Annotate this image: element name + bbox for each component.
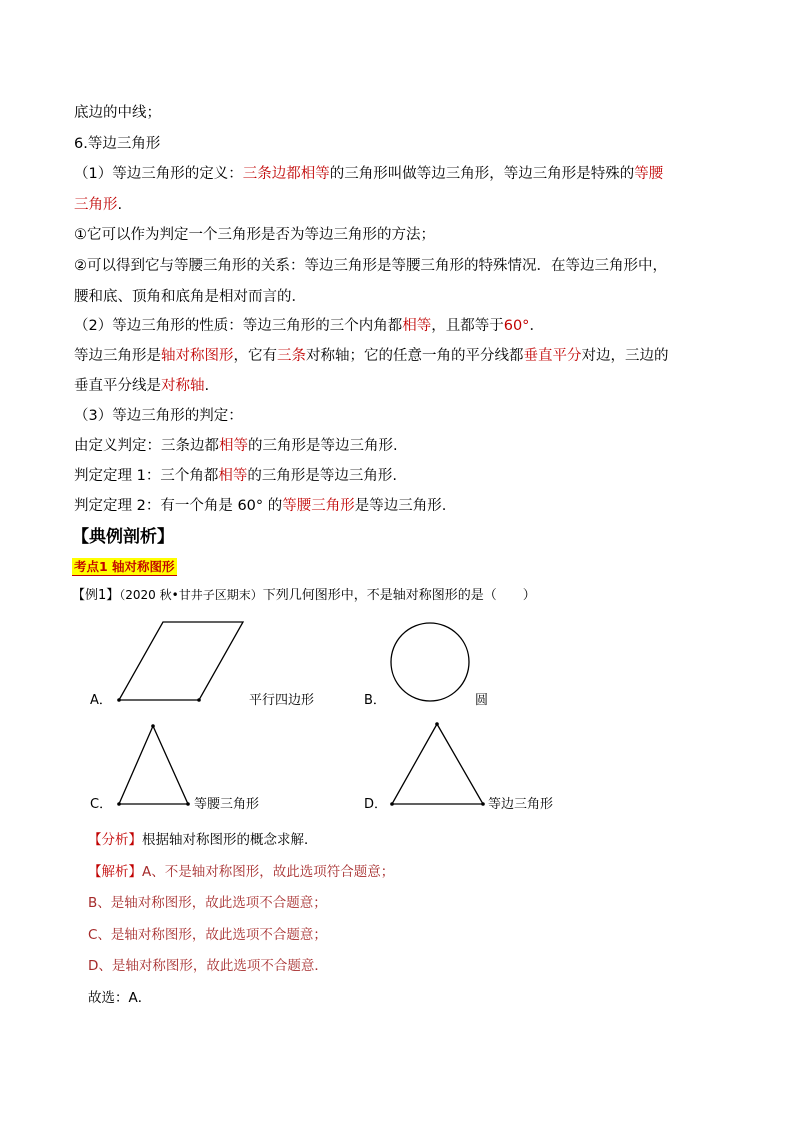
vertex-dot [197,698,201,702]
solution-line: 【解析】A、不是轴对称图形，故此选项符合题意； [88,864,395,880]
parallelogram-shape [119,622,243,700]
definition-line-cont: 三角形. [74,197,123,213]
solution-line: C、是轴对称图形，故此选项不合题意； [88,927,327,943]
analysis-line: 【分析】根据轴对称图形的概念求解． [88,832,318,848]
answer-line: 故选：A． [88,990,152,1006]
text-line: ①它可以作为判定一个三角形是否为等边三角形的方法； [74,227,435,243]
equilateral-triangle-shape [392,724,483,804]
judgement-line: 判定定理 2：有一个角是 60° 的等腰三角形是等边三角形. [74,498,447,514]
vertex-dot [390,802,394,806]
topic-badge: 考点1 轴对称图形 [74,559,175,574]
judgement-line: 判定定理 1：三个角都相等的三角形是等边三角形. [74,468,397,484]
solution-line: D、是轴对称图形，故此选项不合题意． [88,958,328,974]
property-line: 等边三角形是轴对称图形，它有三条对称轴；它的任意一角的平分线都垂直平分对边，三边的 [74,348,669,364]
section-title: 【典例剖析】 [72,527,174,547]
vertex-dot [481,802,485,806]
section-heading-equilateral: 6.等边三角形 [74,136,161,152]
property-line: （2）等边三角形的性质：等边三角形的三个内角都相等，且都等于60°． [74,318,544,334]
option-c-label: 等腰三角形 [194,797,260,812]
vertex-dot [186,802,190,806]
vertex-dot [151,724,155,728]
text-line: 腰和底、顶角和底角是相对而言的． [74,289,306,305]
option-c-letter: C． [90,797,113,812]
text-line: 底边的中线； [74,105,161,121]
option-d-letter: D． [364,797,388,812]
solution-line: B、是轴对称图形，故此选项不合题意； [88,895,327,911]
example-question: 【例1】（2020 秋•甘井子区期末）下列几何图形中，不是轴对称图形的是（ ） [72,588,536,603]
vertex-dot [435,722,439,726]
circle-shape [391,623,469,701]
option-d-label: 等边三角形 [488,797,554,812]
judgement-line: 由定义判定：三条边都相等的三角形是等边三角形. [74,438,398,454]
option-a-label: 平行四边形 [249,693,315,708]
vertex-dot [117,802,121,806]
text-line: ②可以得到它与等腰三角形的关系：等边三角形是等腰三角形的特殊情况．在等边三角形中， [74,258,667,274]
option-a-letter: A． [90,693,112,708]
definition-line: （1）等边三角形的定义：三条边都相等的三角形叫做等边三角形，等边三角形是特殊的等腰 [74,166,664,182]
isosceles-triangle-shape [119,726,188,804]
option-b-letter: B． [364,693,386,708]
property-line-cont: 垂直平分线是对称轴. [74,378,210,394]
text-line: （3）等边三角形的判定： [74,408,243,424]
vertex-dot [117,698,121,702]
option-b-label: 圆 [475,693,489,708]
